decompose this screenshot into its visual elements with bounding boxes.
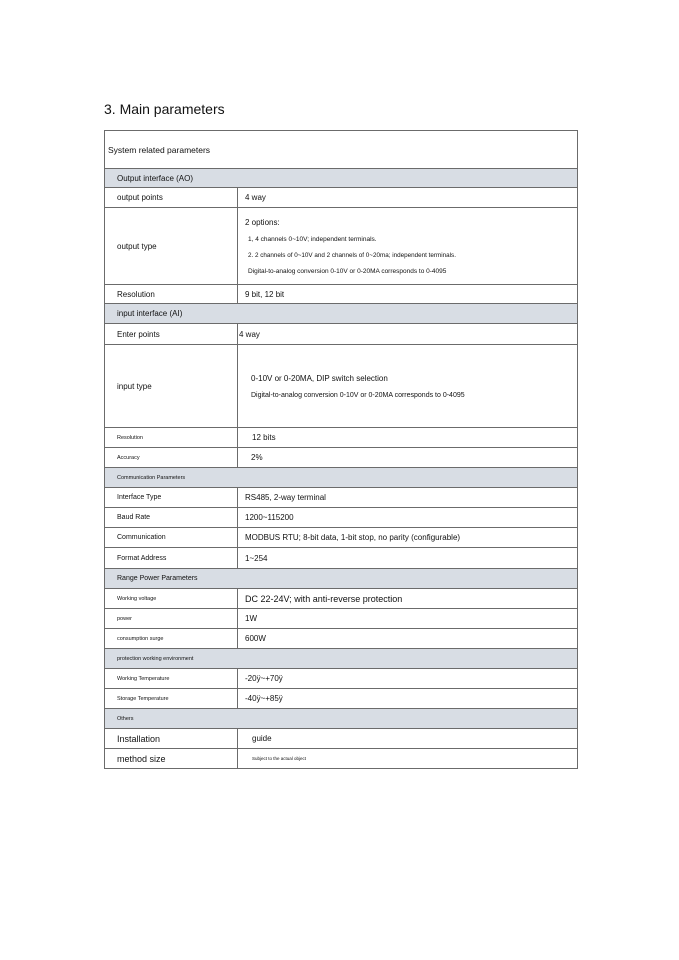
section-output-interface: Output interface (AO) [105,169,578,188]
row-label: Communication [105,528,238,548]
row-label: method size [105,749,238,769]
row-value: guide [238,729,578,749]
table-title: System related parameters [105,131,578,169]
row-value: 1200~115200 [238,508,578,528]
row-label: input type [105,345,238,428]
value-line: 2. 2 channels of 0~10V and 2 channels of 0~20ma; independent terminals. [248,251,456,259]
row-value: 600W [238,629,578,649]
value-line: Digital-to-analog conversion 0-10V or 0-20MA corresponds to 0-4095 [251,391,465,399]
row-label: Baud Rate [105,508,238,528]
row-label: Interface Type [105,488,238,508]
row-label: Installation [105,729,238,749]
row-label: consumption surge [105,629,238,649]
section-input-interface: input interface (AI) [105,304,578,324]
row-value: DC 22-24V; with anti-reverse protection [238,589,578,609]
section-communication: Communication Parameters [105,468,578,488]
row-value: 1~254 [238,548,578,569]
row-value: -40ÿ~+85ÿ [238,689,578,709]
row-label: Format Address [105,548,238,569]
value-line: 1, 4 channels 0~10V; independent terminals. [248,235,377,243]
row-value: Subject to the actual object [238,749,578,769]
row-label: output points [105,188,238,208]
section-others: Others [105,709,578,729]
row-value [238,345,578,428]
row-value: 1W [238,609,578,629]
row-label: Working voltage [105,589,238,609]
value-line: 2 options: [245,217,280,227]
section-environment: protection working environment [105,649,578,669]
row-value: 9 bit, 12 bit [238,285,578,304]
row-value: -20ÿ~+70ÿ [238,669,578,689]
row-value: 12 bits [238,428,578,448]
value-line: Digital-to-analog conversion 0-10V or 0-20MA corresponds to 0-4095 [248,267,447,275]
row-label: power [105,609,238,629]
row-value: 4 way [238,324,578,345]
row-value: 4 way [238,188,578,208]
row-label: Storage Temperature [105,689,238,709]
row-label: output type [105,208,238,285]
row-value: 2% [238,448,578,468]
row-value: RS485, 2-way terminal [238,488,578,508]
row-value [238,208,578,285]
row-label: Resolution [105,428,238,448]
value-line: 0-10V or 0-20MA, DIP switch selection [251,373,388,383]
row-value: MODBUS RTU; 8-bit data, 1-bit stop, no parity (configurable) [238,528,578,548]
section-power: Range Power Parameters [105,569,578,589]
parameters-table [104,130,578,769]
row-label: Enter points [105,324,238,345]
section-heading: 3. Main parameters [104,101,225,117]
row-label: Resolution [105,285,238,304]
row-label: Working Temperature [105,669,238,689]
row-label: Accuracy [105,448,238,468]
